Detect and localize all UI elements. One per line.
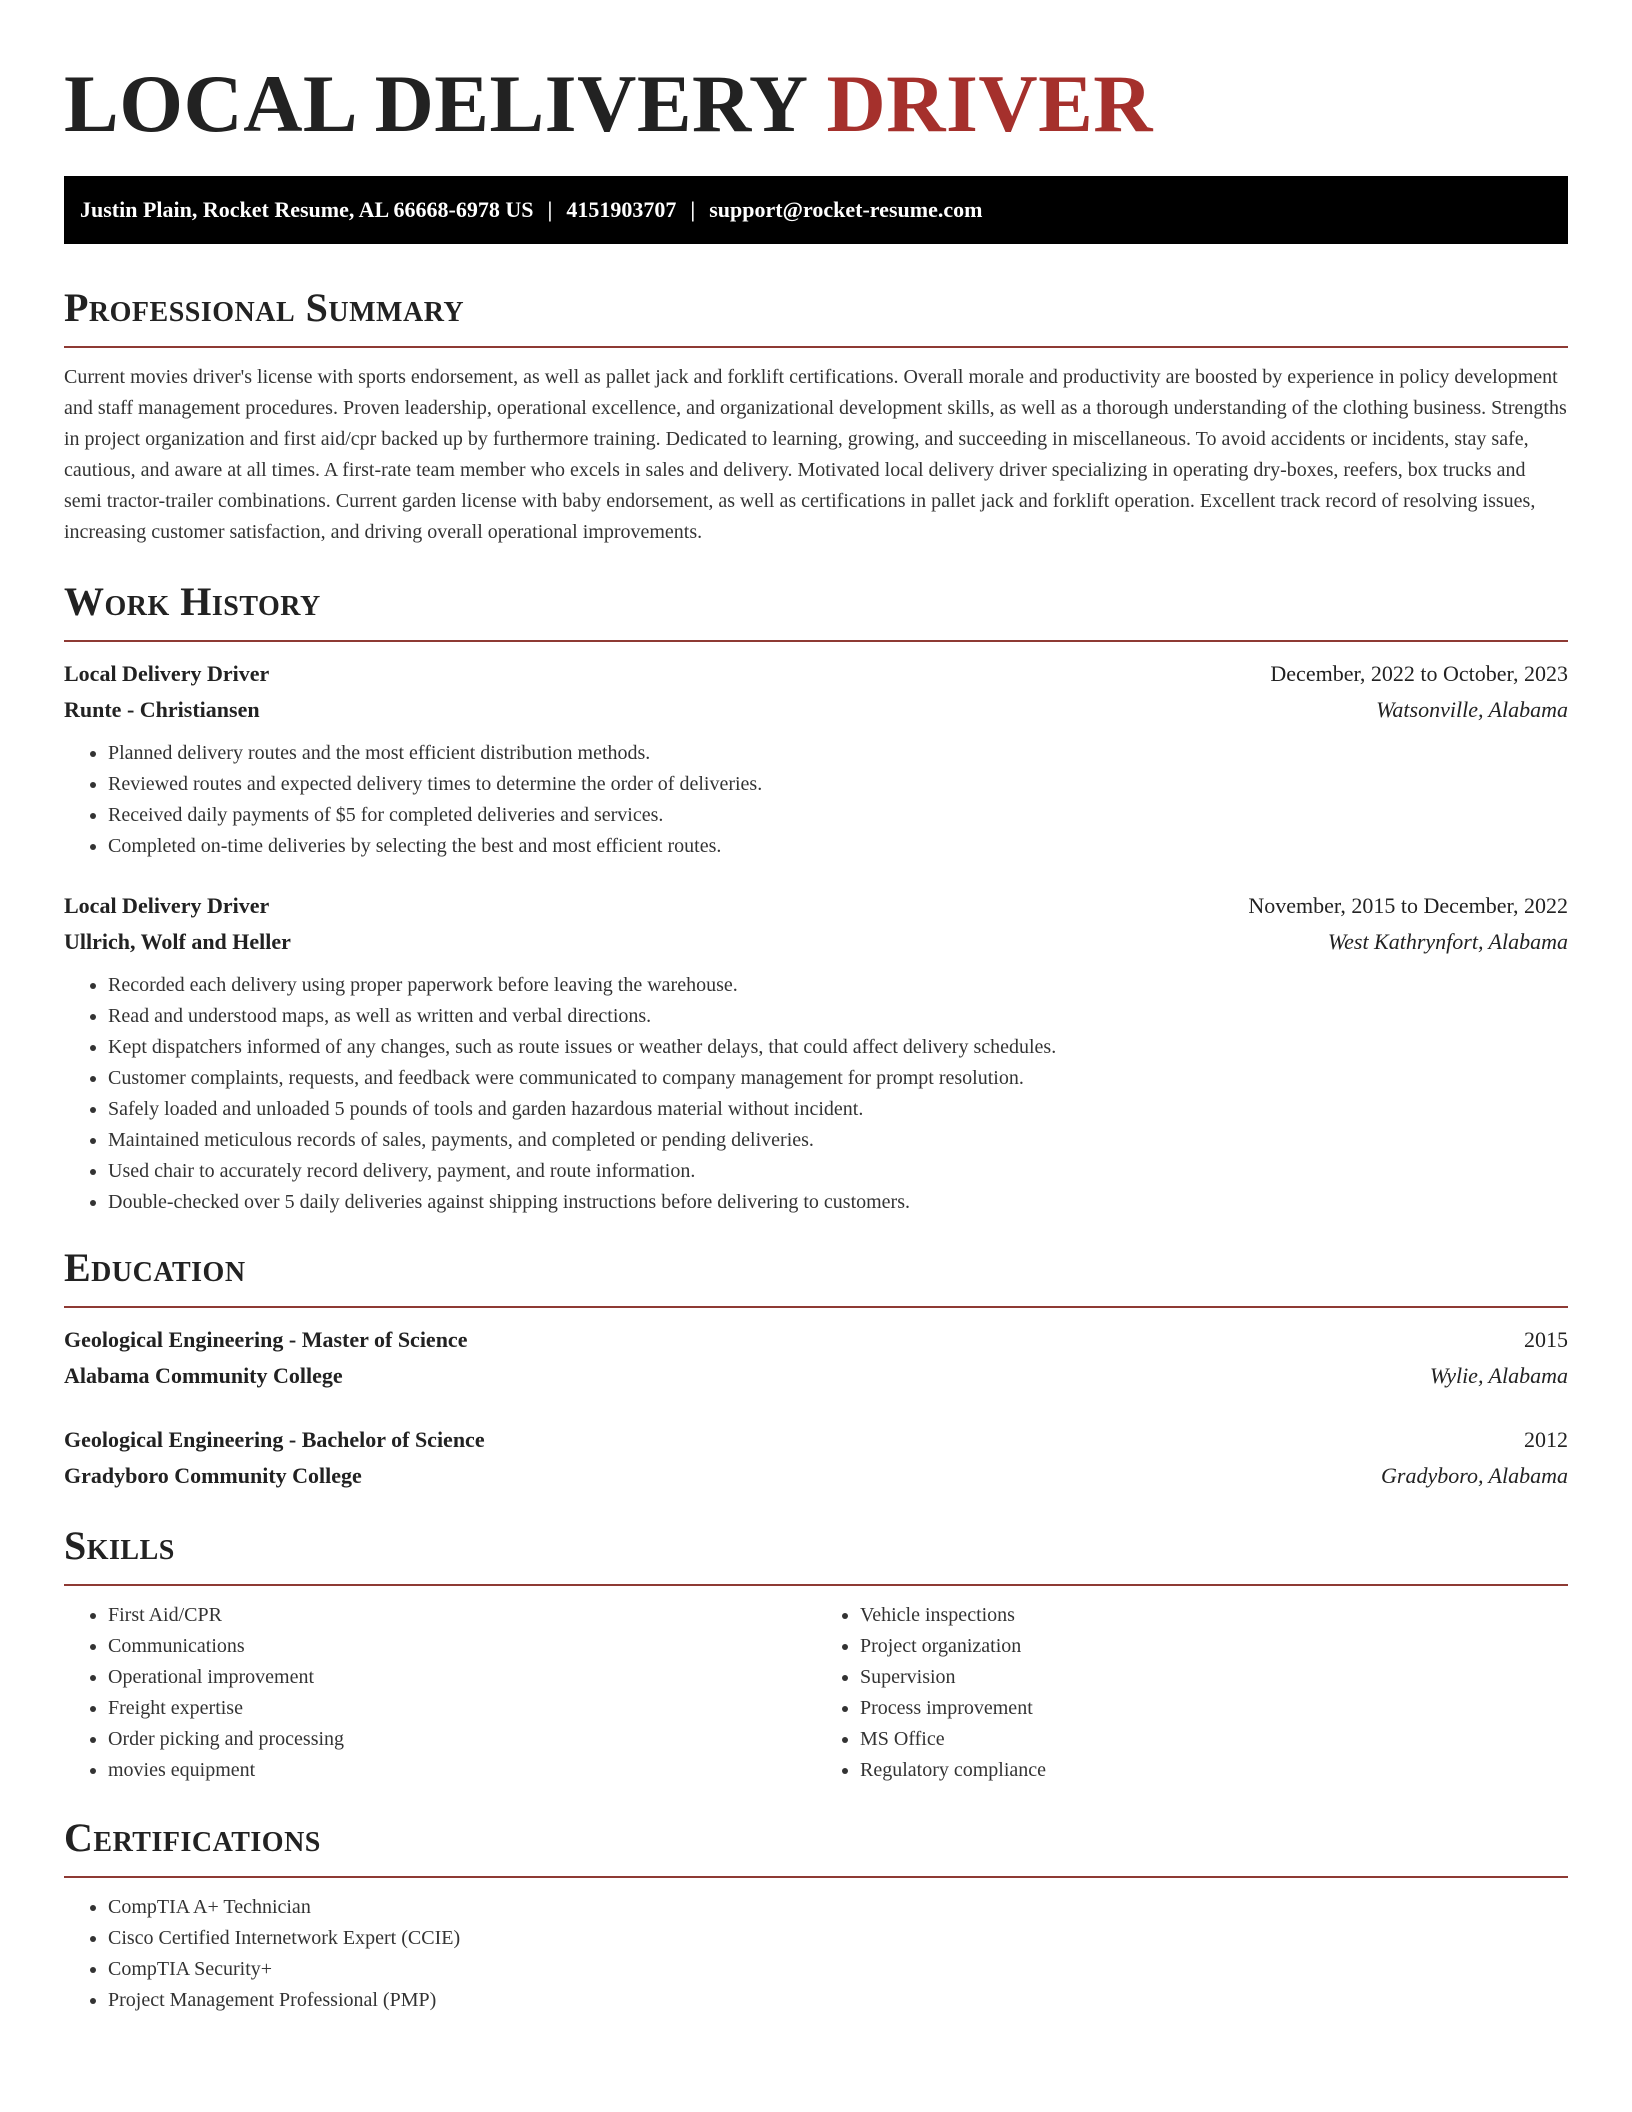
education-location: Gradyboro, Alabama — [1381, 1463, 1568, 1488]
education-degree: Geological Engineering - Bachelor of Science — [64, 1427, 485, 1452]
list-item: • Safely loaded and unloaded 5 pounds of tools and garden hazardous material without incident. — [108, 1094, 1568, 1125]
skills-grid — [64, 1600, 1568, 1786]
job-company: Ullrich, Wolf and Heller — [64, 929, 291, 954]
education-school-row — [64, 1358, 1568, 1394]
contact-email: support@rocket-resume.com — [709, 197, 983, 222]
job-dates: December, 2022 to October, 2023 — [1270, 661, 1568, 686]
section-heading: Work History — [64, 579, 321, 624]
education-year: 2012 — [1524, 1427, 1568, 1452]
list-item: • Supervision — [860, 1662, 1568, 1693]
education-entry — [64, 1422, 1568, 1494]
list-item: • MS Office — [860, 1724, 1568, 1755]
section-heading: Skills — [64, 1523, 175, 1568]
page-title — [64, 0, 1568, 152]
education-degree-row — [64, 1422, 1568, 1458]
education-location: Wylie, Alabama — [1429, 1363, 1568, 1388]
section-divider — [64, 346, 1568, 348]
contact-address: Justin Plain, Rocket Resume, AL 66668-6978 US — [80, 197, 534, 222]
list-item: • Customer complaints, requests, and feedback were communicated to company management for prompt resolution. — [108, 1063, 1568, 1094]
education-section — [64, 1244, 1568, 1494]
list-item: • Recorded each delivery using proper paperwork before leaving the warehouse. — [108, 970, 1568, 1001]
summary-section — [64, 284, 1568, 548]
contact-separator: | — [690, 197, 696, 222]
work-history-section — [64, 578, 1568, 1218]
section-divider — [64, 640, 1568, 642]
list-item: • CompTIA A+ Technician — [108, 1892, 1568, 1923]
list-item: • Operational improvement — [108, 1662, 816, 1693]
job-entry — [64, 888, 1568, 1218]
list-item: • Read and understood maps, as well as written and verbal directions. — [108, 1001, 1568, 1032]
education-degree: Geological Engineering - Master of Science — [64, 1327, 468, 1352]
list-item: • Project Management Professional (PMP) — [108, 1985, 1568, 2016]
section-divider — [64, 1584, 1568, 1586]
skills-list-right — [816, 1600, 1568, 1786]
list-item: • Used chair to accurately record delivery, payment, and route information. — [108, 1156, 1568, 1187]
list-item: • Received daily payments of $5 for completed deliveries and services. — [108, 800, 1568, 831]
job-location: Watsonville, Alabama — [1376, 697, 1568, 722]
list-item: • Process improvement — [860, 1693, 1568, 1724]
education-entry — [64, 1322, 1568, 1394]
list-item: • First Aid/CPR — [108, 1600, 816, 1631]
contact-phone: 4151903707 — [566, 197, 677, 222]
list-item: • Kept dispatchers informed of any changes, such as route issues or weather delays, that could affect delivery schedules. — [108, 1032, 1568, 1063]
list-item: • Double-checked over 5 daily deliveries against shipping instructions before delivering to customers. — [108, 1187, 1568, 1218]
job-company-row — [64, 692, 1568, 728]
list-item: • Project organization — [860, 1631, 1568, 1662]
job-duties-list — [64, 970, 1568, 1218]
job-company-row — [64, 924, 1568, 960]
list-item: • Completed on-time deliveries by selecting the best and most efficient routes. — [108, 831, 1568, 862]
job-title: Local Delivery Driver — [64, 893, 270, 918]
job-title: Local Delivery Driver — [64, 661, 270, 686]
section-heading: Professional Summary — [64, 285, 465, 330]
education-year: 2015 — [1524, 1327, 1568, 1352]
section-divider — [64, 1306, 1568, 1308]
skills-section — [64, 1522, 1568, 1786]
list-item: • movies equipment — [108, 1755, 816, 1786]
title-main: LOCAL DELIVERY — [64, 58, 806, 149]
list-item: • Reviewed routes and expected delivery times to determine the order of deliveries. — [108, 769, 1568, 800]
education-degree-row — [64, 1322, 1568, 1358]
job-header-row — [64, 888, 1568, 924]
contact-separator: | — [547, 197, 553, 222]
list-item: • Regulatory compliance — [860, 1755, 1568, 1786]
section-divider — [64, 1876, 1568, 1878]
contact-bar — [64, 176, 1568, 244]
section-heading: Education — [64, 1245, 246, 1290]
job-dates: November, 2015 to December, 2022 — [1248, 893, 1568, 918]
list-item: • Order picking and processing — [108, 1724, 816, 1755]
title-accent: DRIVER — [826, 58, 1154, 149]
certifications-list — [64, 1892, 1568, 2016]
list-item: • Communications — [108, 1631, 816, 1662]
education-school: Gradyboro Community College — [64, 1463, 362, 1488]
job-duties-list — [64, 738, 1568, 862]
job-location: West Kathrynfort, Alabama — [1327, 929, 1568, 954]
list-item: • CompTIA Security+ — [108, 1954, 1568, 1985]
summary-text: Current movies driver's license with sports endorsement, as well as pallet jack and forklift certifications. Overall morale and productivity are boosted by experience in policy development and staff management procedures. Proven leadership, operational excellence, and organizational development skills, as well as a thorough understanding of the clothing business. Strengths in project organization and first aid/cpr backed up by furthermore training. Dedicated to learning, growing, and succeeding in miscellaneous. To avoid accidents or incidents, stay safe, cautious, and aware at all times. A first-rate team member who excels in sales and delivery. Motivated local delivery driver specializing in operating dry-boxes, reefers, box trucks and semi tractor-trailer combinations. Current garden license with baby endorsement, as well as certifications in pallet jack and forklift operation. Excellent track record of resolving issues, increasing customer satisfaction, and driving overall operational improvements. — [64, 366, 1567, 543]
education-school-row — [64, 1458, 1568, 1494]
certifications-section — [64, 1814, 1568, 2016]
section-heading: Certifications — [64, 1815, 321, 1860]
list-item: • Freight expertise — [108, 1693, 816, 1724]
list-item: • Maintained meticulous records of sales, payments, and completed or pending deliveries. — [108, 1125, 1568, 1156]
education-school: Alabama Community College — [64, 1363, 343, 1388]
job-entry — [64, 656, 1568, 862]
job-header-row — [64, 656, 1568, 692]
list-item: • Planned delivery routes and the most efficient distribution methods. — [108, 738, 1568, 769]
job-company: Runte - Christiansen — [64, 697, 260, 722]
skills-list-left — [64, 1600, 816, 1786]
list-item: • Vehicle inspections — [860, 1600, 1568, 1631]
list-item: • Cisco Certified Internetwork Expert (CCIE) — [108, 1923, 1568, 1954]
